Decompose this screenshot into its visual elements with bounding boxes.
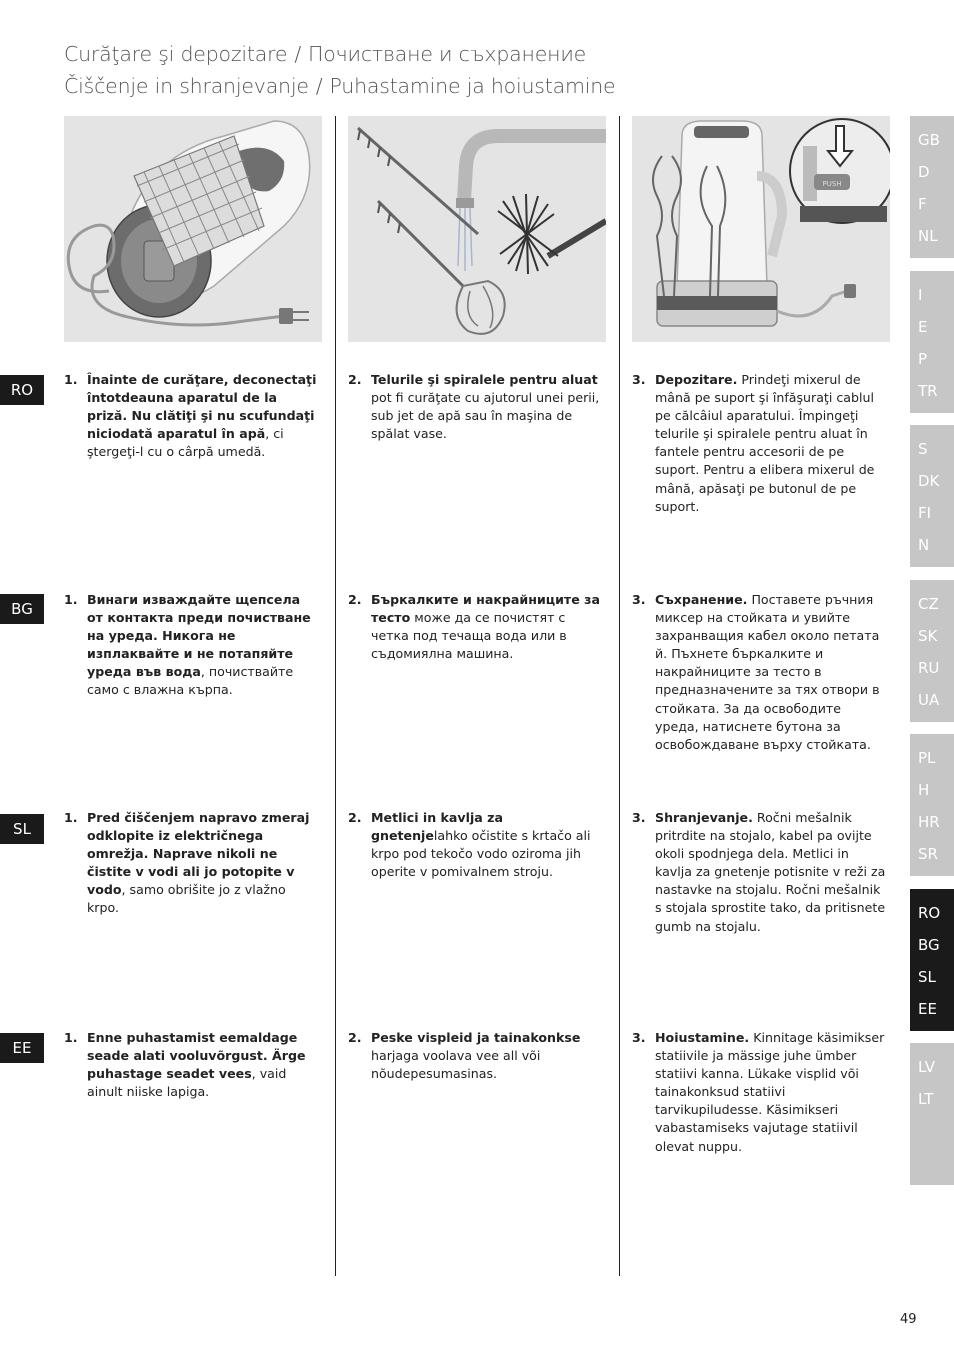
step-bold-text: Enne puhastamist eemaldage seade alati vooluvõrgust. Ärge puhastage seadet vees: [87, 1030, 306, 1082]
step-text: lahko očistite s krtačo ali krpo pod tekočo vodo oziroma jih operite v pomivalnem stroju.: [371, 828, 591, 880]
step-bold-text: Telurile şi spiralele pentru aluat: [371, 372, 598, 387]
title-ro: Curăţare şi depozitare: [64, 42, 288, 66]
step-number: 1.: [64, 810, 78, 825]
language-tab-group-6-active[interactable]: [910, 889, 954, 1031]
illustration-rinse-beaters: [348, 116, 606, 342]
section-label-ro: RO: [0, 375, 44, 405]
bg-step-3: [632, 591, 888, 754]
language-tab-group-2[interactable]: [910, 271, 954, 413]
ro-step-3: [632, 371, 888, 516]
step-bold-text: Shranjevanje.: [655, 810, 753, 825]
step-number: 1.: [64, 372, 78, 387]
lang-tab-nl[interactable]: NL: [918, 227, 938, 245]
step-bold-text: Винаги изваждайте щепсела от контакта преди почистване на уреда. Никога не изплаквайте и не потапяйте уреда във вода: [87, 592, 311, 680]
sl-step-2: [348, 809, 604, 881]
column-divider: [335, 116, 336, 1276]
step-bold-text: Peske vispleid ja tainakonkse: [371, 1030, 581, 1045]
lang-tab-p[interactable]: P: [918, 350, 928, 368]
step-number: 2.: [348, 1030, 362, 1045]
lang-tab-h[interactable]: H: [918, 781, 930, 799]
lang-tab-dk[interactable]: DK: [918, 472, 940, 490]
step-text: pot fi curăţate cu ajutorul unei perii, sub jet de apă sau în maşina de spălat vase.: [371, 390, 600, 442]
step-number: 3.: [632, 1030, 646, 1045]
lang-tab-e[interactable]: E: [918, 318, 928, 336]
title-bg: Почистване и съхранение: [308, 42, 587, 66]
page-number: 49: [900, 1312, 917, 1327]
step-number: 3.: [632, 810, 646, 825]
step-text: Ročni mešalnik pritrdite na stojalo, kabel pa ovijte okoli spodnjega dela. Metlici in kavlja za gnetenje potisnite v reži za nastavke na stojalu. Ročni mešalnik s stojala sprostite tako, da pritisnete gumb na stojalu.: [655, 810, 886, 934]
lang-tab-n[interactable]: N: [918, 536, 930, 554]
language-tab-group-7[interactable]: [910, 1043, 954, 1185]
ro-step-1: [64, 371, 320, 461]
step-text: , почиствайте само с влажна кърпа.: [87, 664, 294, 698]
step-text: , ci ştergeţi-l cu o cârpă umedă.: [87, 426, 284, 460]
step-bold-text: Metlici in kavlja za gnetenje: [371, 810, 503, 844]
step-number: 3.: [632, 592, 646, 607]
lang-tab-bg[interactable]: BG: [918, 936, 940, 954]
step-bold-text: Съхранение.: [655, 592, 748, 607]
lang-tab-lv[interactable]: LV: [918, 1058, 935, 1076]
lang-tab-gb[interactable]: GB: [918, 131, 940, 149]
stand-storage-drawing: [632, 116, 890, 342]
column-divider: [619, 116, 620, 1276]
lang-tab-f[interactable]: F: [918, 195, 927, 213]
step-bold-text: Pred čiščenjem napravo zmeraj odklopite iz električnega omrežja. Naprave nikoli ne čistite v vodi ali jo potopite v vodo: [87, 810, 310, 898]
lang-tab-ro[interactable]: RO: [918, 904, 941, 922]
title-separator: /: [315, 74, 323, 98]
ee-step-2: [348, 1029, 604, 1083]
language-tab-group-4[interactable]: [910, 580, 954, 722]
lang-tab-hr[interactable]: HR: [918, 813, 940, 831]
ee-step-1: [64, 1029, 320, 1101]
page-title-line-1: [64, 42, 586, 66]
lang-tab-cz[interactable]: CZ: [918, 595, 939, 613]
lang-tab-d[interactable]: D: [918, 163, 930, 181]
sl-step-3: [632, 809, 888, 936]
mixer-cloth-drawing: [64, 116, 322, 342]
step-number: 2.: [348, 592, 362, 607]
language-tab-group-1[interactable]: [910, 116, 954, 258]
step-bold-text: Hoiustamine.: [655, 1030, 750, 1045]
title-ee: Puhastamine ja hoiustamine: [329, 74, 616, 98]
lang-tab-s[interactable]: S: [918, 440, 928, 458]
section-label-bg: BG: [0, 594, 44, 624]
lang-tab-sr[interactable]: SR: [918, 845, 938, 863]
illustration-wipe-mixer: [64, 116, 322, 342]
step-text: Prindeţi mixerul de mână pe suport şi înfăşuraţi cablul pe călcâiul aparatului. Împingeţi telurile şi spiralele pentru aluat în fantele pentru accesorii de pe suport. Pentru a elibera mixerul de mână, apăsaţi pe butonul de pe suport.: [655, 372, 875, 514]
title-separator: /: [294, 42, 302, 66]
step-number: 2.: [348, 372, 362, 387]
lang-tab-fi[interactable]: FI: [918, 504, 932, 522]
lang-tab-i[interactable]: I: [918, 286, 923, 304]
step-text: Поставете ръчния миксер на стойката и увийте захранващия кабел около петата й. Пъхнете бъркалките и накрайниците за тесто в предназначените за тях отвори в стойката. За да освободите уреда, натиснете бутона за освобождаване върху стойката.: [655, 592, 880, 752]
beaters-tap-drawing: [348, 116, 606, 342]
step-number: 1.: [64, 592, 78, 607]
step-text: може да се почистят с четка под течаща вода или в съдомиялна машина.: [371, 610, 567, 662]
language-tab-group-3[interactable]: [910, 425, 954, 567]
push-button-label: PUSH: [822, 180, 842, 188]
bg-step-2: [348, 591, 604, 663]
step-text: harjaga voolava vee all või nõudepesumasinas.: [371, 1048, 541, 1082]
step-text: , samo obrišite jo z vlažno krpo.: [87, 882, 286, 916]
page-title-line-2: [64, 74, 615, 98]
lang-tab-sl[interactable]: SL: [918, 968, 936, 986]
step-text: Kinnitage käsimikser statiivile ja mässige juhe ümber statiivi kanna. Lükake visplid või tainakonksud statiivi tarvikupiludesse. Käsimikseri vabastamiseks vajutage statiivil olevat nuppu.: [655, 1030, 885, 1154]
step-number: 2.: [348, 810, 362, 825]
ee-step-3: [632, 1029, 888, 1156]
lang-tab-ru[interactable]: RU: [918, 659, 940, 677]
bg-step-1: [64, 591, 320, 700]
lang-tab-ua[interactable]: UA: [918, 691, 940, 709]
title-sl: Čiščenje in shranjevanje: [64, 74, 309, 98]
section-label-ee: EE: [0, 1033, 44, 1063]
lang-tab-sk[interactable]: SK: [918, 627, 938, 645]
lang-tab-tr[interactable]: TR: [918, 382, 938, 400]
step-number: 1.: [64, 1030, 78, 1045]
step-bold-text: Depozitare.: [655, 372, 738, 387]
lang-tab-lt[interactable]: LT: [918, 1090, 934, 1108]
illustration-stand-storage: [632, 116, 890, 342]
step-text: , vaid ainult niiske lapiga.: [87, 1066, 287, 1100]
step-bold-text: Înainte de curăţare, deconectaţi întotdeauna aparatul de la priză. Nu clătiţi şi nu scufundaţi niciodată aparatul în apă: [87, 372, 317, 442]
sl-step-1: [64, 809, 320, 918]
step-bold-text: Бъркалките и накрайниците за тесто: [371, 592, 600, 626]
lang-tab-pl[interactable]: PL: [918, 749, 936, 767]
step-number: 3.: [632, 372, 646, 387]
section-label-sl: SL: [0, 814, 44, 844]
language-tab-group-5[interactable]: [910, 734, 954, 876]
lang-tab-ee[interactable]: EE: [918, 1000, 937, 1018]
ro-step-2: [348, 371, 604, 443]
